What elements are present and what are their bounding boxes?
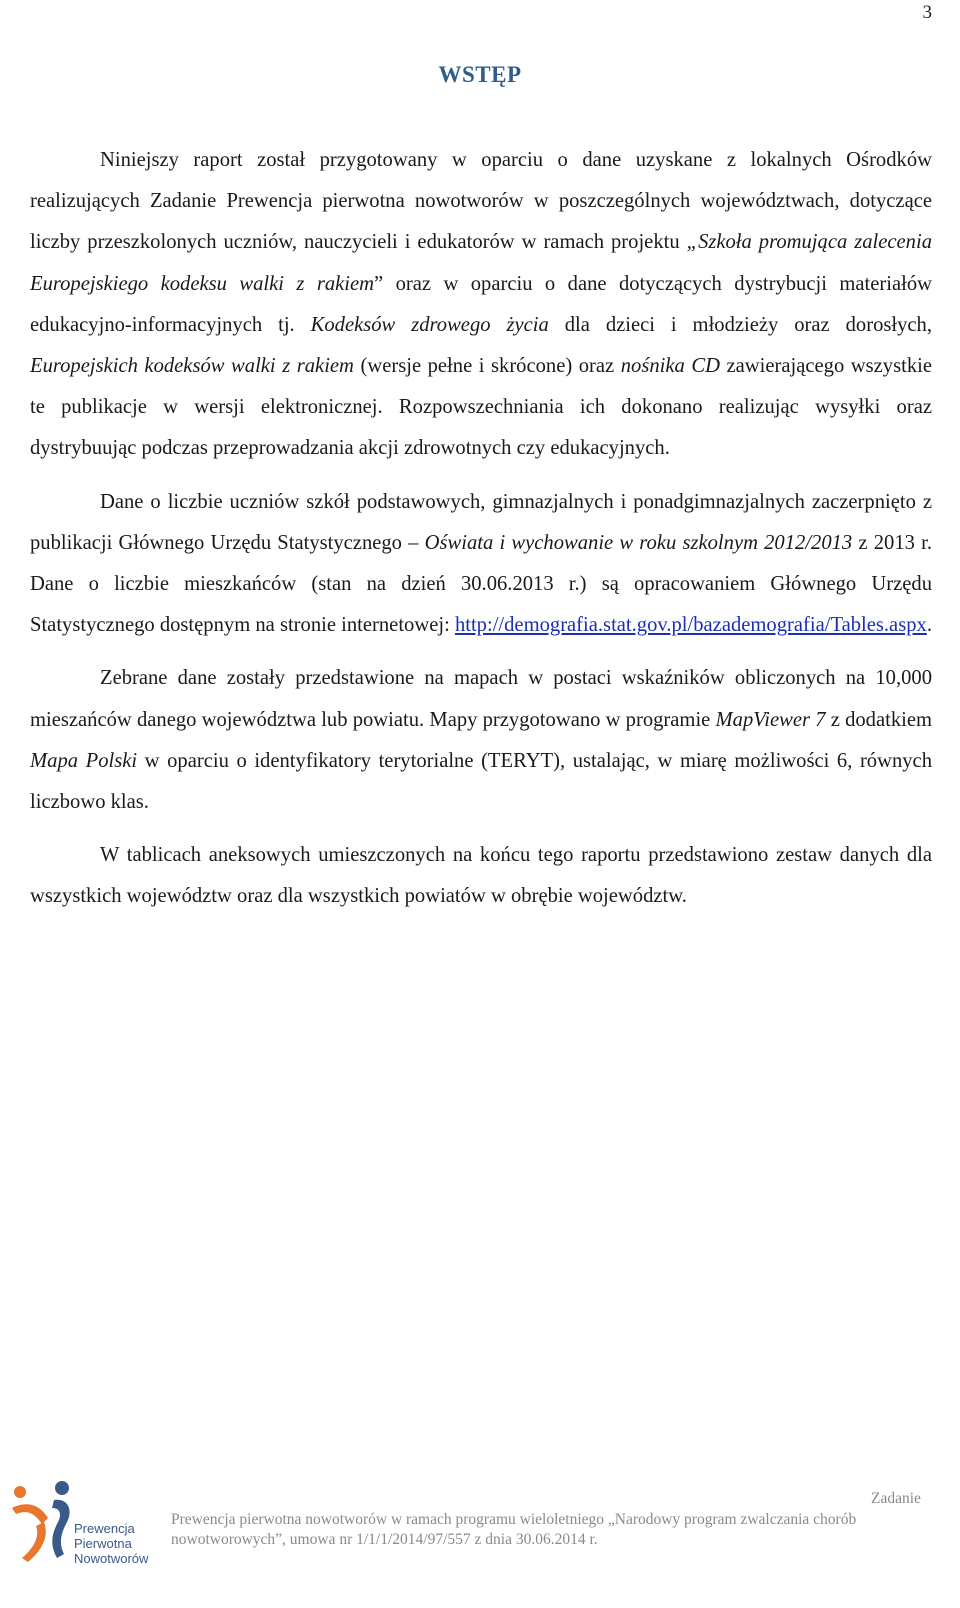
logo-line-1: Prewencja (74, 1521, 135, 1536)
text-run: ” oraz w oparciu o dane dotyczących dystrybucji materiałów edukacyjno-informacyjnych tj. (30, 272, 932, 336)
text-run: dla dzieci i młodzieży oraz dorosłych, (548, 313, 932, 336)
italic-run: „Szkoła promująca zalecenia Europejskiego kodeksu walki z rakiem (30, 231, 932, 295)
text-run: Dane o liczbie uczniów szkół podstawowych, gimnazjalnych i ponadgimnazjalnych zaczerpnięto z publikacji Głównego Urzędu Statystycznego – (30, 490, 932, 554)
body-text (30, 140, 932, 918)
text-run: (wersje pełne i skrócone) oraz (353, 355, 621, 378)
italic-run: Europejskich kodeksów walki z rakiem (30, 355, 354, 378)
paragraph-3 (30, 658, 932, 823)
logo-figure-icon (12, 1481, 70, 1562)
text-run: z 2013 r. Dane o liczbie mieszkańców (stan na dzień 30.06.2013 r.) są opracowaniem Głównego Urzędu Statystycznego dostępnym na stronie internetowej: (30, 531, 932, 637)
text-run: Zebrane dane zostały przedstawione na mapach w postaci wskaźników obliczonych na 10,000 mieszańców danego województwa lub powiatu. Mapy przygotowano w programie (30, 667, 932, 731)
italic-run: Kodeksów zdrowego życia (310, 313, 549, 336)
text-run: w oparciu o identyfikatory terytorialne (TERYT), ustalając, w miarę możliwości 6, równych liczbowo klas. (30, 749, 932, 814)
italic-run: nośnika CD (620, 355, 720, 378)
text-run: . (926, 614, 932, 637)
gus-demografia-link[interactable]: http://demografia.stat.gov.pl/bazademografia/Tables.aspx (454, 614, 927, 637)
paragraph-2 (30, 482, 932, 647)
logo-line-2: Pierwotna (74, 1536, 132, 1551)
paragraph-4 (30, 835, 932, 917)
italic-run: MapViewer 7 (715, 708, 826, 731)
italic-run: Oświata i wychowanie w roku szkolnym 2012/2013 (424, 531, 853, 554)
footer-caption: Zadanie Prewencja pierwotna nowotworów w ramach programu wieloletniego „Narodowy program zwalczania chorób nowotworowych”, umowa nr 1/1/1/2014/97/557 z dnia 30.06.2014 r. (171, 1490, 921, 1548)
text-run: zawierającego wszystkie te publikacje w wersji elektronicznej. Rozpowszechniania ich dokonano realizując wysyłki oraz dystrybuując podczas przeprowadzania akcji zdrowotnych czy edukacyjnych. (30, 355, 932, 460)
italic-run: Mapa Polski (30, 749, 138, 772)
logo-line-3: Nowotworów (74, 1551, 149, 1566)
page-heading: WSTĘP (438, 62, 522, 87)
paragraph-1 (30, 140, 932, 470)
text-run: Niniejszy raport został przygotowany w oparciu o dane uzyskane z lokalnych Ośrodków realizujących Zadanie Prewencja pierwotna nowotworów w poszczególnych województwach, dotyczące liczby przeszkolonych uczniów, nauczycieli i edukatorów w ramach projektu (30, 149, 932, 254)
prewencja-logo (4, 1478, 154, 1568)
page-number: 3 (922, 2, 932, 23)
text-run: W tablicach aneksowych umieszczonych na końcu tego raportu przedstawiono zestaw danych dla wszystkich województw oraz dla wszystkich powiatów w obrębie województw. (30, 844, 932, 908)
text-run: z dodatkiem (825, 708, 932, 731)
